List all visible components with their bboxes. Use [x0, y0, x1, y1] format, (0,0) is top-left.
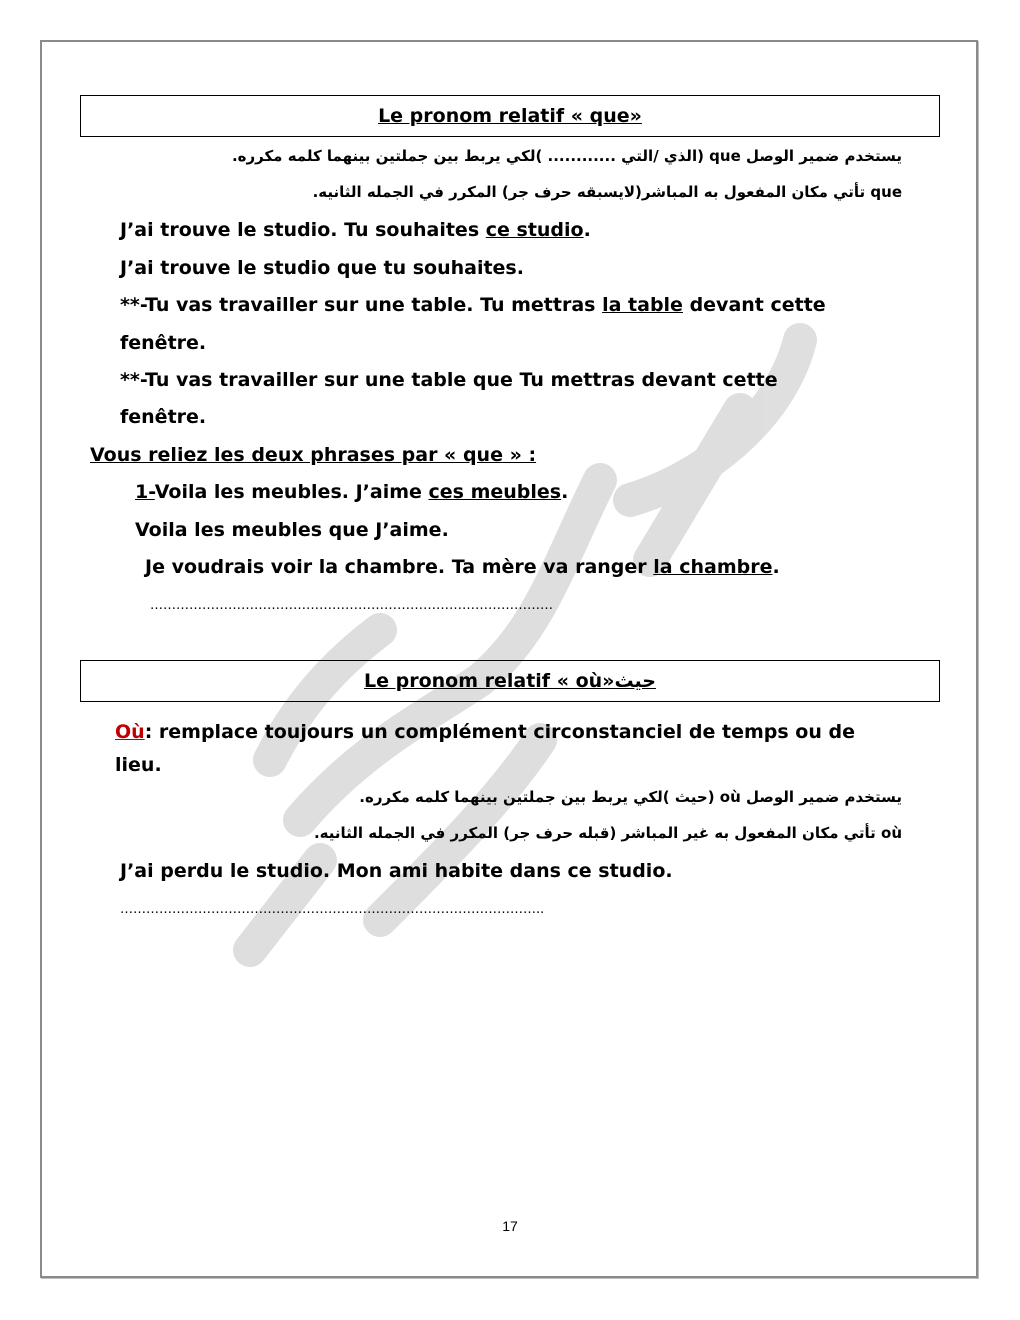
example2-underlined: la table	[602, 294, 683, 316]
section2-answer-blank: ……………………………………………………………………………………..	[120, 902, 545, 917]
example2-cont: fenêtre.	[120, 332, 207, 354]
exercise-item-2-underlined: la chambre	[653, 556, 773, 578]
watermark	[180, 300, 880, 1000]
example1: J’ai trouve le studio. Tu souhaites ce studio.	[120, 219, 591, 241]
section1-title: Le pronom relatif « que»	[378, 105, 642, 127]
page-number: 17	[502, 1218, 518, 1234]
exercise-item-1-answer: Voila les meubles que J’aime.	[135, 519, 449, 541]
section2-title-box	[80, 660, 940, 702]
example2-result-cont: fenêtre.	[120, 406, 207, 428]
exercise-item-2-answer-blank: …………………………………………………………………………………	[150, 598, 553, 613]
example2: **-Tu vas travailler sur une table. Tu mettras la table devant cette	[120, 294, 826, 316]
exercise-title: Vous reliez les deux phrases par « que » :	[90, 444, 537, 466]
example1-result: J’ai trouve le studio que tu souhaites.	[120, 257, 524, 279]
section2-arabic-line2: où تأتي مكان المفعول به غير المباشر (قبله حرف جر) المكرر في الجمله الثانيه.	[313, 824, 902, 842]
section2-example: J’ai perdu le studio. Mon ami habite dans ce studio.	[120, 860, 673, 882]
exercise-item-2: Je voudrais voir la chambre. Ta mère va ranger la chambre.	[145, 556, 780, 578]
section1-arabic-line2: que تأتي مكان المفعول به المباشر(لايسبقه حرف جر) المكرر في الجمله الثانيه.	[312, 183, 902, 201]
section1-title-box	[80, 95, 940, 137]
exercise-item-1: 1-Voila les meubles. J’aime ces meubles.	[135, 481, 569, 503]
definition-keyword: Où	[115, 721, 145, 743]
example1-underlined: ce studio	[485, 219, 584, 241]
definition-cont: lieu.	[115, 754, 162, 776]
exercise-item-1-number: 1-	[135, 481, 155, 503]
section2-arabic-line1: يستخدم ضمير الوصل où (حيث )لكي يربط بين جملتين بينهما كلمه مكرره.	[359, 788, 902, 806]
exercise-item-1-underlined: ces meubles	[428, 481, 562, 503]
example2-result: **-Tu vas travailler sur une table que Tu mettras devant cette	[120, 369, 778, 391]
definition: Où: remplace toujours un complément circonstanciel de temps ou de	[115, 721, 855, 743]
section1-arabic-line1: يستخدم ضمير الوصل que (الذي /التي ............ )لكي يربط بين جملتين بينهما كلمه مكرره.	[231, 147, 902, 165]
section2-title: Le pronom relatif « où»حيث	[364, 670, 656, 692]
